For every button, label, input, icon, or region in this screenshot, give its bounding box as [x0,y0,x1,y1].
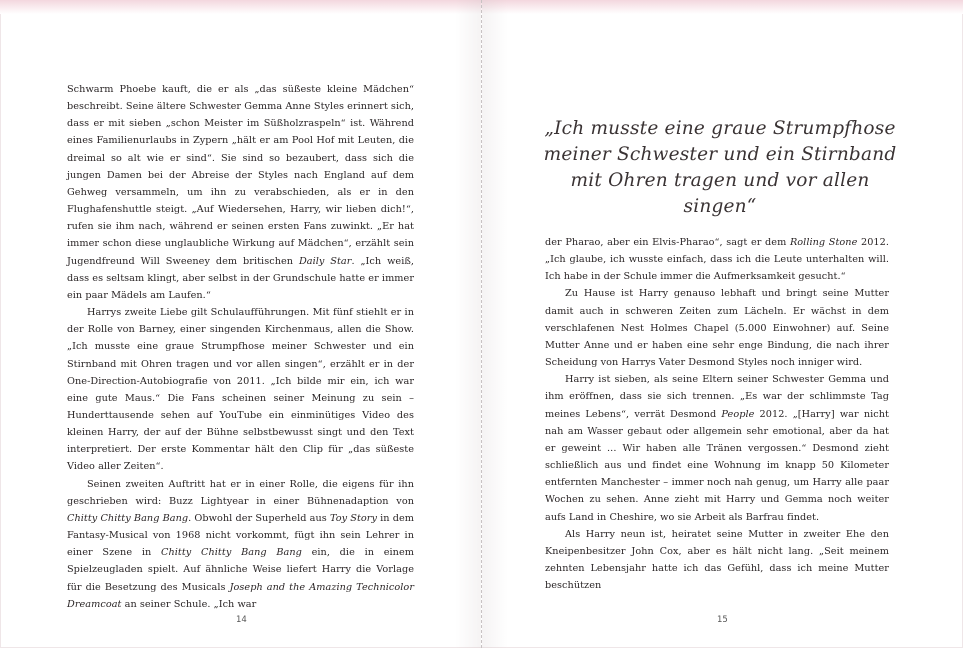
text-run: . „Ich weiß, dass es seltsam klingt, aber selbst in der Grundschule hatte er immer ein paar Mädels am Laufen.“ [67,255,414,301]
paragraph [67,81,414,304]
text-run: an seiner Schule. „Ich war [121,598,257,610]
italic-title: People [721,408,755,420]
text-run: der Pharao, aber ein Elvis-Pharao“, sagt er dem [545,237,790,248]
paragraph [67,476,414,613]
paragraph [545,234,889,285]
text-run: Seinen zweiten Auftritt hat er in einer Rolle, die eigens für ihn geschrieben wird: Buzz Lightyear in einer Bühnenadaption von [67,478,414,507]
gutter-shadow-right [482,0,508,648]
italic-title: Rolling Stone [789,237,858,248]
text-run: . Obwohl der Superheld aus [188,512,330,524]
italic-title: Joseph and the Amazing Technicolor Dreamcoat [67,581,414,610]
text-run: in dem Fantasy-Musical von 1968 nicht vorkommt, fügt ihn sein Lehrer in einer Szene in [67,512,414,559]
page-number-right: 15 [717,615,728,625]
text-run: Zu Hause ist Harry genauso lebhaft und bringt seine Mutter damit auch in schweren Zeiten zum Lächeln. Er wächst in dem verschlafenen Nest Holmes Chapel (5.000 Einwohner) auf. Seine Mutter Anne und er haben eine sehr enge Bindung, die nach ihrer Scheidung von Harrys Vater Desmond Styles noch inniger wird. [545,288,889,369]
left-page-body [67,81,414,613]
right-page-body [545,234,889,594]
paragraph [545,285,889,371]
text-run: Schwarm Phoebe kauft, die er als „das süßeste kleine Mädchen“ beschreibt. Seine ältere Schwester Gemma Anne Styles erinnert sich, dass er mit sieben „schon Meister im Süßholzraspeln“ ist. Während eines Familienurlaubs in Zypern „hält er am Pool Hof mit Leuten, die dreimal so alt wie er sind“. Sie sind so bezaubert, dass sich die jungen Damen bei der Abreise der Styles nach England auf dem Gehweg versammeln, um ihn zu verabschieden, als er in den Flughafenshuttle steigt. „Auf Wiedersehen, Harry, wir lieben dich!“, rufen sie ihm nach, während er seinen ersten Fans zuwinkt. „Er hat immer schon diese unglaubliche Wirkung auf Mädchen“, erzählt sein Jugendfreund Will Sweeney dem britischen [67,84,414,267]
text-run: 2012. „Ich glaube, ich wusste einfach, dass ich die Leute unterhalten will. Ich habe in der Schule immer die Aufmerksamkeit gesucht.“ [545,237,889,283]
paragraph [545,371,889,525]
text-run: ein, die in einem Spielzeugladen spielt. Auf ähnliche Weise liefert Harry die Vorlage für die Besetzung des Musicals [67,547,414,593]
text-run: Harrys zweite Liebe gilt Schulaufführungen. Mit fünf stiehlt er in der Rolle von Barney, einer singenden Kirchenmaus, allen die Show. „Ich musste eine graue Strumpfhose meiner Schwester und ein Stirnband mit Ohren tragen und vor allen singen“, erzählt er in der One-Direction-Autobiografie von 2011. „Ich bilde mir ein, ich war eine gute Maus.“ Die Fans scheinen seiner Meinung zu sein – Hunderttausende sehen auf YouTube ein einminütiges Video des kleinen Harry, der auf der Bühne selbstbewusst singt und den Text interpretiert. Der erste Kommentar hält den Clip für „das süßeste Video aller Zeiten“. [67,307,414,473]
text-run: Harry ist sieben, als seine Eltern seiner Schwester Gemma und ihm eröffnen, dass sie sich trennen. „Es war der schlimmste Tag meines Lebens“, verrät Desmond [545,374,889,420]
text-run: Als Harry neun ist, heiratet seine Mutter in zweiter Ehe den Kneipenbesitzer John Cox, aber es hält nicht lang. „Seit meinem zehnten Lebensjahr hatte ich das Gefühl, dass ich meine Mutter beschützen [545,528,889,592]
paragraph [67,304,414,476]
gutter-shadow-left [455,0,481,648]
pull-quote: „Ich musste eine graue Strumpfhose meiner Schwester und ein Stirnband mit Ohren tragen und vor allen singen“ [543,118,897,217]
paragraph [545,526,889,595]
italic-title: Toy Story [329,512,377,524]
text-run: 2012. „[Harry] war nicht nah am Wasser gebaut oder allgemein sehr emotional, aber da hat er geweint ... Wir haben alle Tränen vergossen.“ Desmond zieht schließlich aus und findet eine Wohnung im knapp 50 Kilometer entfernten Manchester – immer noch nah genug, um Harry alle paar Wochen zu sehen. Anne zieht mit Harry und Gemma noch weiter aufs Land in Cheshire, wo sie Arbeit als Barfrau findet. [545,408,889,523]
italic-title: Chitty Chitty Bang Bang [161,547,302,559]
book-gutter [481,0,482,648]
italic-title: Chitty Chitty Bang Bang [67,512,189,524]
page-number-left: 14 [236,615,247,625]
italic-title: Daily Star [298,255,352,267]
